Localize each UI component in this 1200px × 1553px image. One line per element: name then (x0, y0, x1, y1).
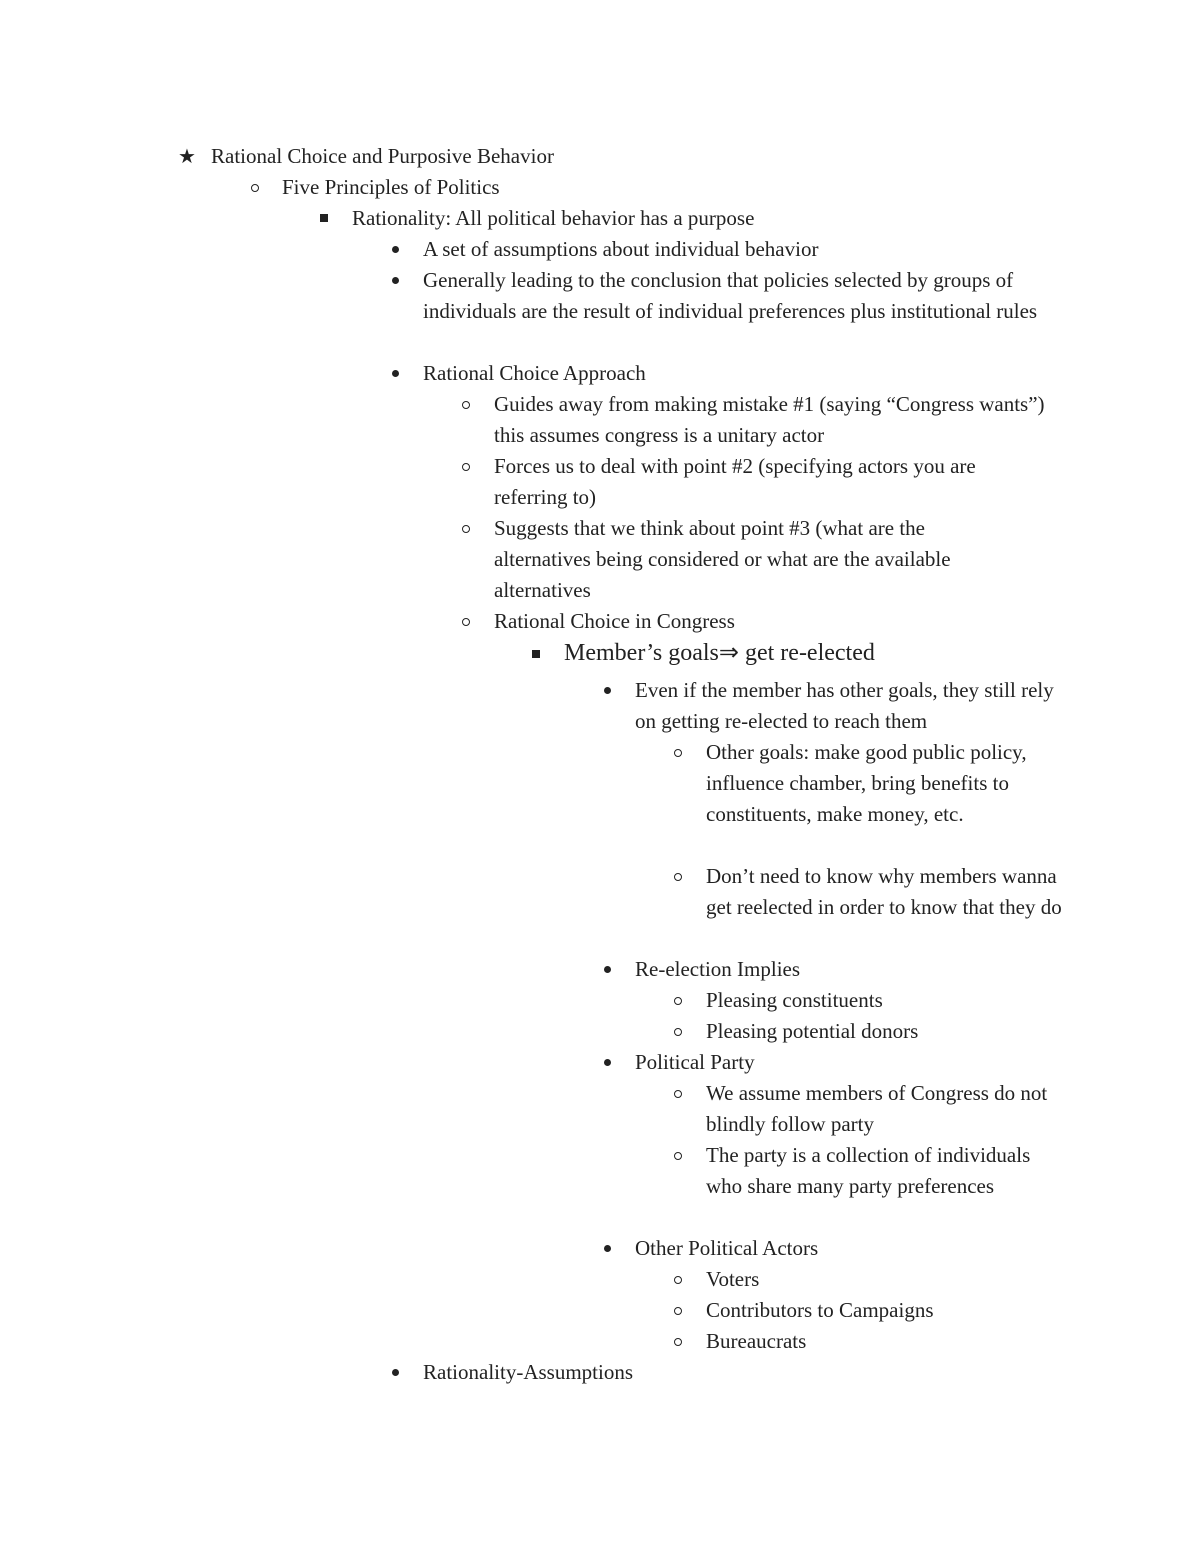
outline-item (0, 861, 1200, 954)
outline-item (0, 606, 1200, 637)
outline-item (0, 265, 1200, 358)
hollow-circle-icon (674, 873, 682, 881)
outline-item (0, 358, 1200, 389)
star-icon: ★ (178, 144, 196, 168)
outline-text: Other Political Actors (635, 1236, 819, 1260)
outline-item (0, 389, 1200, 451)
outline-text: Pleasing constituents (706, 988, 883, 1012)
outline-text: Pleasing potential donors (706, 1019, 919, 1043)
outline-item (0, 1295, 1200, 1326)
outline-text: Suggests that we think about point #3 (what are the alternatives being considered or what are the available alternatives (494, 516, 951, 602)
hollow-circle-icon (674, 1152, 682, 1160)
outline-item (0, 675, 1200, 737)
hollow-circle-icon (674, 1090, 682, 1098)
outline-item (0, 172, 1200, 203)
outline-text: Forces us to deal with point #2 (specifying actors you are referring to) (494, 454, 976, 509)
hollow-circle-icon (674, 1338, 682, 1346)
hollow-circle-icon (462, 401, 470, 409)
filled-circle-icon (392, 277, 399, 284)
filled-circle-icon (604, 1245, 611, 1252)
hollow-circle-icon (674, 1028, 682, 1036)
outline-text: Don’t need to know why members wanna get reelected in order to know that they do (706, 864, 1062, 919)
outline-text: Rationality: All political behavior has a purpose (352, 206, 755, 230)
outline-text: Political Party (635, 1050, 755, 1074)
outline-item (0, 1078, 1200, 1140)
outline-text: Five Principles of Politics (282, 175, 500, 199)
outline-item (0, 638, 1200, 671)
outline-text: Rationality-Assumptions (423, 1360, 633, 1384)
outline-item (0, 737, 1200, 861)
outline-item (0, 141, 1200, 172)
outline-text: Rational Choice in Congress (494, 609, 735, 633)
outline-item (0, 513, 1200, 606)
outline-item (0, 954, 1200, 985)
outline-text: Contributors to Campaigns (706, 1298, 934, 1322)
hollow-circle-icon (251, 184, 259, 192)
outline-text: Even if the member has other goals, they still rely on getting re-elected to reach them (635, 678, 1054, 733)
outline-text: Generally leading to the conclusion that policies selected by groups of individuals are the result of individual preferences plus institutional rules (423, 268, 1038, 323)
filled-circle-icon (392, 370, 399, 377)
outline-item (0, 1047, 1200, 1078)
outline-item (0, 234, 1200, 265)
outline-item (0, 985, 1200, 1016)
outline-item (0, 1016, 1200, 1047)
outline-text: We assume members of Congress do not blindly follow party (706, 1081, 1048, 1136)
outline-item (0, 203, 1200, 234)
outline-item (0, 1140, 1200, 1233)
outline-text: Other goals: make good public policy, influence chamber, bring benefits to constituents, make money, etc. (706, 740, 1027, 826)
outline-item (0, 1326, 1200, 1357)
outline-text: Rational Choice and Purposive Behavior (211, 144, 554, 168)
outline-text: Guides away from making mistake #1 (saying “Congress wants”) this assumes congress is a unitary actor (494, 392, 1045, 447)
hollow-circle-icon (462, 463, 470, 471)
outline-text: A set of assumptions about individual behavior (423, 237, 819, 261)
hollow-circle-icon (674, 1307, 682, 1315)
filled-circle-icon (604, 687, 611, 694)
hollow-circle-icon (674, 749, 682, 757)
outline-text: Member’s goals⇒ get re-elected (564, 640, 875, 666)
outline-text: Rational Choice Approach (423, 361, 646, 385)
outline-item (0, 1264, 1200, 1295)
filled-circle-icon (604, 1059, 611, 1066)
outline-text: Re-election Implies (635, 957, 801, 981)
outline-text: Bureaucrats (706, 1329, 807, 1353)
filled-circle-icon (392, 1369, 399, 1376)
square-icon (320, 214, 328, 222)
hollow-circle-icon (674, 1276, 682, 1284)
outline-item (0, 451, 1200, 513)
filled-circle-icon (604, 966, 611, 973)
outline-text: Voters (706, 1267, 760, 1291)
hollow-circle-icon (462, 618, 470, 626)
outline-item (0, 1357, 1200, 1388)
hollow-circle-icon (674, 997, 682, 1005)
outline-text: The party is a collection of individuals who share many party preferences (706, 1143, 1031, 1198)
hollow-circle-icon (462, 525, 470, 533)
outline-item (0, 1233, 1200, 1264)
square-icon (532, 650, 540, 658)
filled-circle-icon (392, 246, 399, 253)
